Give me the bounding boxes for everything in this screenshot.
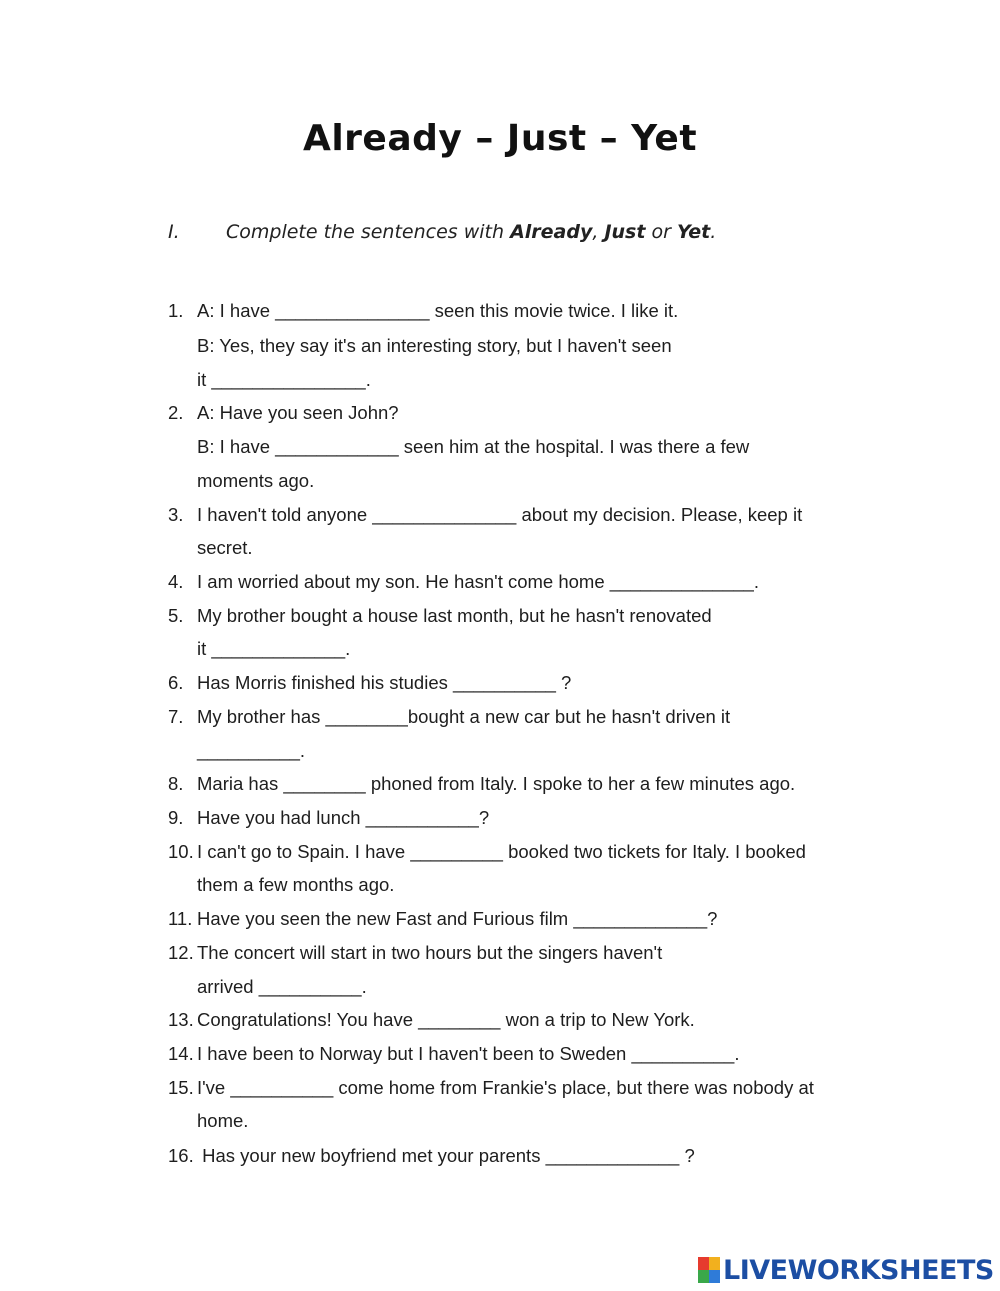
sentence-item: [168, 672, 571, 694]
logo-text: LIVEWORKSHEETS: [723, 1254, 994, 1286]
logo-icon: [698, 1257, 720, 1283]
sentence-item: [168, 1043, 740, 1065]
sentence-continuation: [197, 976, 367, 998]
item-number: 3.: [168, 504, 184, 525]
sentence-item: [168, 504, 802, 526]
sentence-text: it _____________.: [197, 638, 351, 659]
sentence-item: [168, 1009, 695, 1031]
sentence-text: moments ago.: [197, 470, 315, 491]
sentence-item: [168, 908, 717, 930]
sentence-item: [168, 571, 759, 593]
sentence-text: arrived __________.: [197, 976, 367, 997]
sentence-text: Has Morris finished his studies __________ ?: [197, 672, 572, 693]
sentence-text: A: Have you seen John?: [197, 402, 399, 423]
item-number: 4.: [168, 571, 184, 592]
sentence-item: [168, 706, 730, 728]
sentence-text: The concert will start in two hours but the singers haven't: [197, 942, 663, 963]
sentence-item: [168, 402, 399, 424]
sentence-text: Congratulations! You have ________ won a trip to New York.: [197, 1009, 695, 1030]
sentence-text: secret.: [197, 537, 253, 558]
logo-tile: [698, 1270, 709, 1283]
sentence-text: __________.: [197, 740, 306, 761]
sentence-text: B: Yes, they say it's an interesting story, but I haven't seen: [197, 335, 672, 356]
sentence-text: Have you had lunch ___________?: [197, 807, 490, 828]
item-number: 14.: [168, 1043, 194, 1064]
item-number: 11.: [168, 908, 193, 929]
sentence-continuation: [197, 436, 749, 458]
sentence-item: [168, 773, 795, 795]
sentence-continuation: [197, 537, 253, 559]
instruction: I. Complete the sentences with Already, Just or Yet.: [168, 221, 717, 243]
sentence-text: Has your new boyfriend met your parents _____________ ?: [197, 1145, 695, 1166]
logo-tile: [709, 1257, 720, 1270]
instruction-text: Complete the sentences with: [226, 221, 511, 243]
sentence-text: B: I have ____________ seen him at the hospital. I was there a few: [197, 436, 750, 457]
item-number: 2.: [168, 402, 184, 423]
item-number: 9.: [168, 807, 184, 828]
sentence-continuation: [197, 638, 350, 660]
item-number: 6.: [168, 672, 184, 693]
item-number: 1.: [168, 300, 184, 321]
sentence-item: [168, 1145, 695, 1167]
item-number: 5.: [168, 605, 184, 626]
sentence-text: I haven't told anyone ______________ about my decision. Please, keep it: [197, 504, 803, 525]
sentence-item: [168, 1077, 814, 1099]
sentence-continuation: [197, 335, 672, 357]
item-number: 12.: [168, 942, 194, 963]
keyword-yet: Yet: [676, 221, 711, 243]
logo-tile: [709, 1270, 720, 1283]
sentence-text: Maria has ________ phoned from Italy. I spoke to her a few minutes ago.: [197, 773, 796, 794]
sentence-continuation: [197, 874, 394, 896]
logo-tile: [698, 1257, 709, 1270]
sentence-text: My brother bought a house last month, but he hasn't renovated: [197, 605, 712, 626]
sentence-item: [168, 841, 806, 863]
sentence-text: I've __________ come home from Frankie's place, but there was nobody at: [197, 1077, 814, 1098]
sentence-item: [168, 807, 489, 829]
sentence-text: home.: [197, 1110, 249, 1131]
sentence-text: I am worried about my son. He hasn't come home ______________.: [197, 571, 759, 592]
sentence-continuation: [197, 470, 314, 492]
sentence-continuation: [197, 369, 371, 391]
liveworksheets-logo: [698, 1255, 994, 1285]
sentence-item: [168, 605, 712, 627]
item-number: 13.: [168, 1009, 194, 1030]
item-number: 8.: [168, 773, 184, 794]
sentence-text: I can't go to Spain. I have _________ booked two tickets for Italy. I booked: [197, 841, 806, 862]
item-number: 16.: [168, 1145, 194, 1166]
section-numeral: I.: [168, 221, 180, 243]
sentence-text: A: I have _______________ seen this movie twice. I like it.: [197, 300, 679, 321]
item-number: 15.: [168, 1077, 194, 1098]
sentence-text: them a few months ago.: [197, 874, 395, 895]
sentence-continuation: [197, 1110, 248, 1132]
keyword-already: Already: [510, 221, 593, 243]
keyword-just: Just: [604, 221, 646, 243]
item-number: 7.: [168, 706, 184, 727]
sentence-text: it _______________.: [197, 369, 371, 390]
item-number: 10.: [168, 841, 194, 862]
worksheet-title: Already – Just – Yet: [302, 118, 698, 159]
sentence-text: I have been to Norway but I haven't been to Sweden __________.: [197, 1043, 740, 1064]
sentence-continuation: [197, 740, 305, 762]
sentence-item: [168, 300, 678, 322]
sentence-text: My brother has ________bought a new car but he hasn't driven it: [197, 706, 731, 727]
sentence-text: Have you seen the new Fast and Furious film _____________?: [197, 908, 718, 929]
sentence-item: [168, 942, 662, 964]
